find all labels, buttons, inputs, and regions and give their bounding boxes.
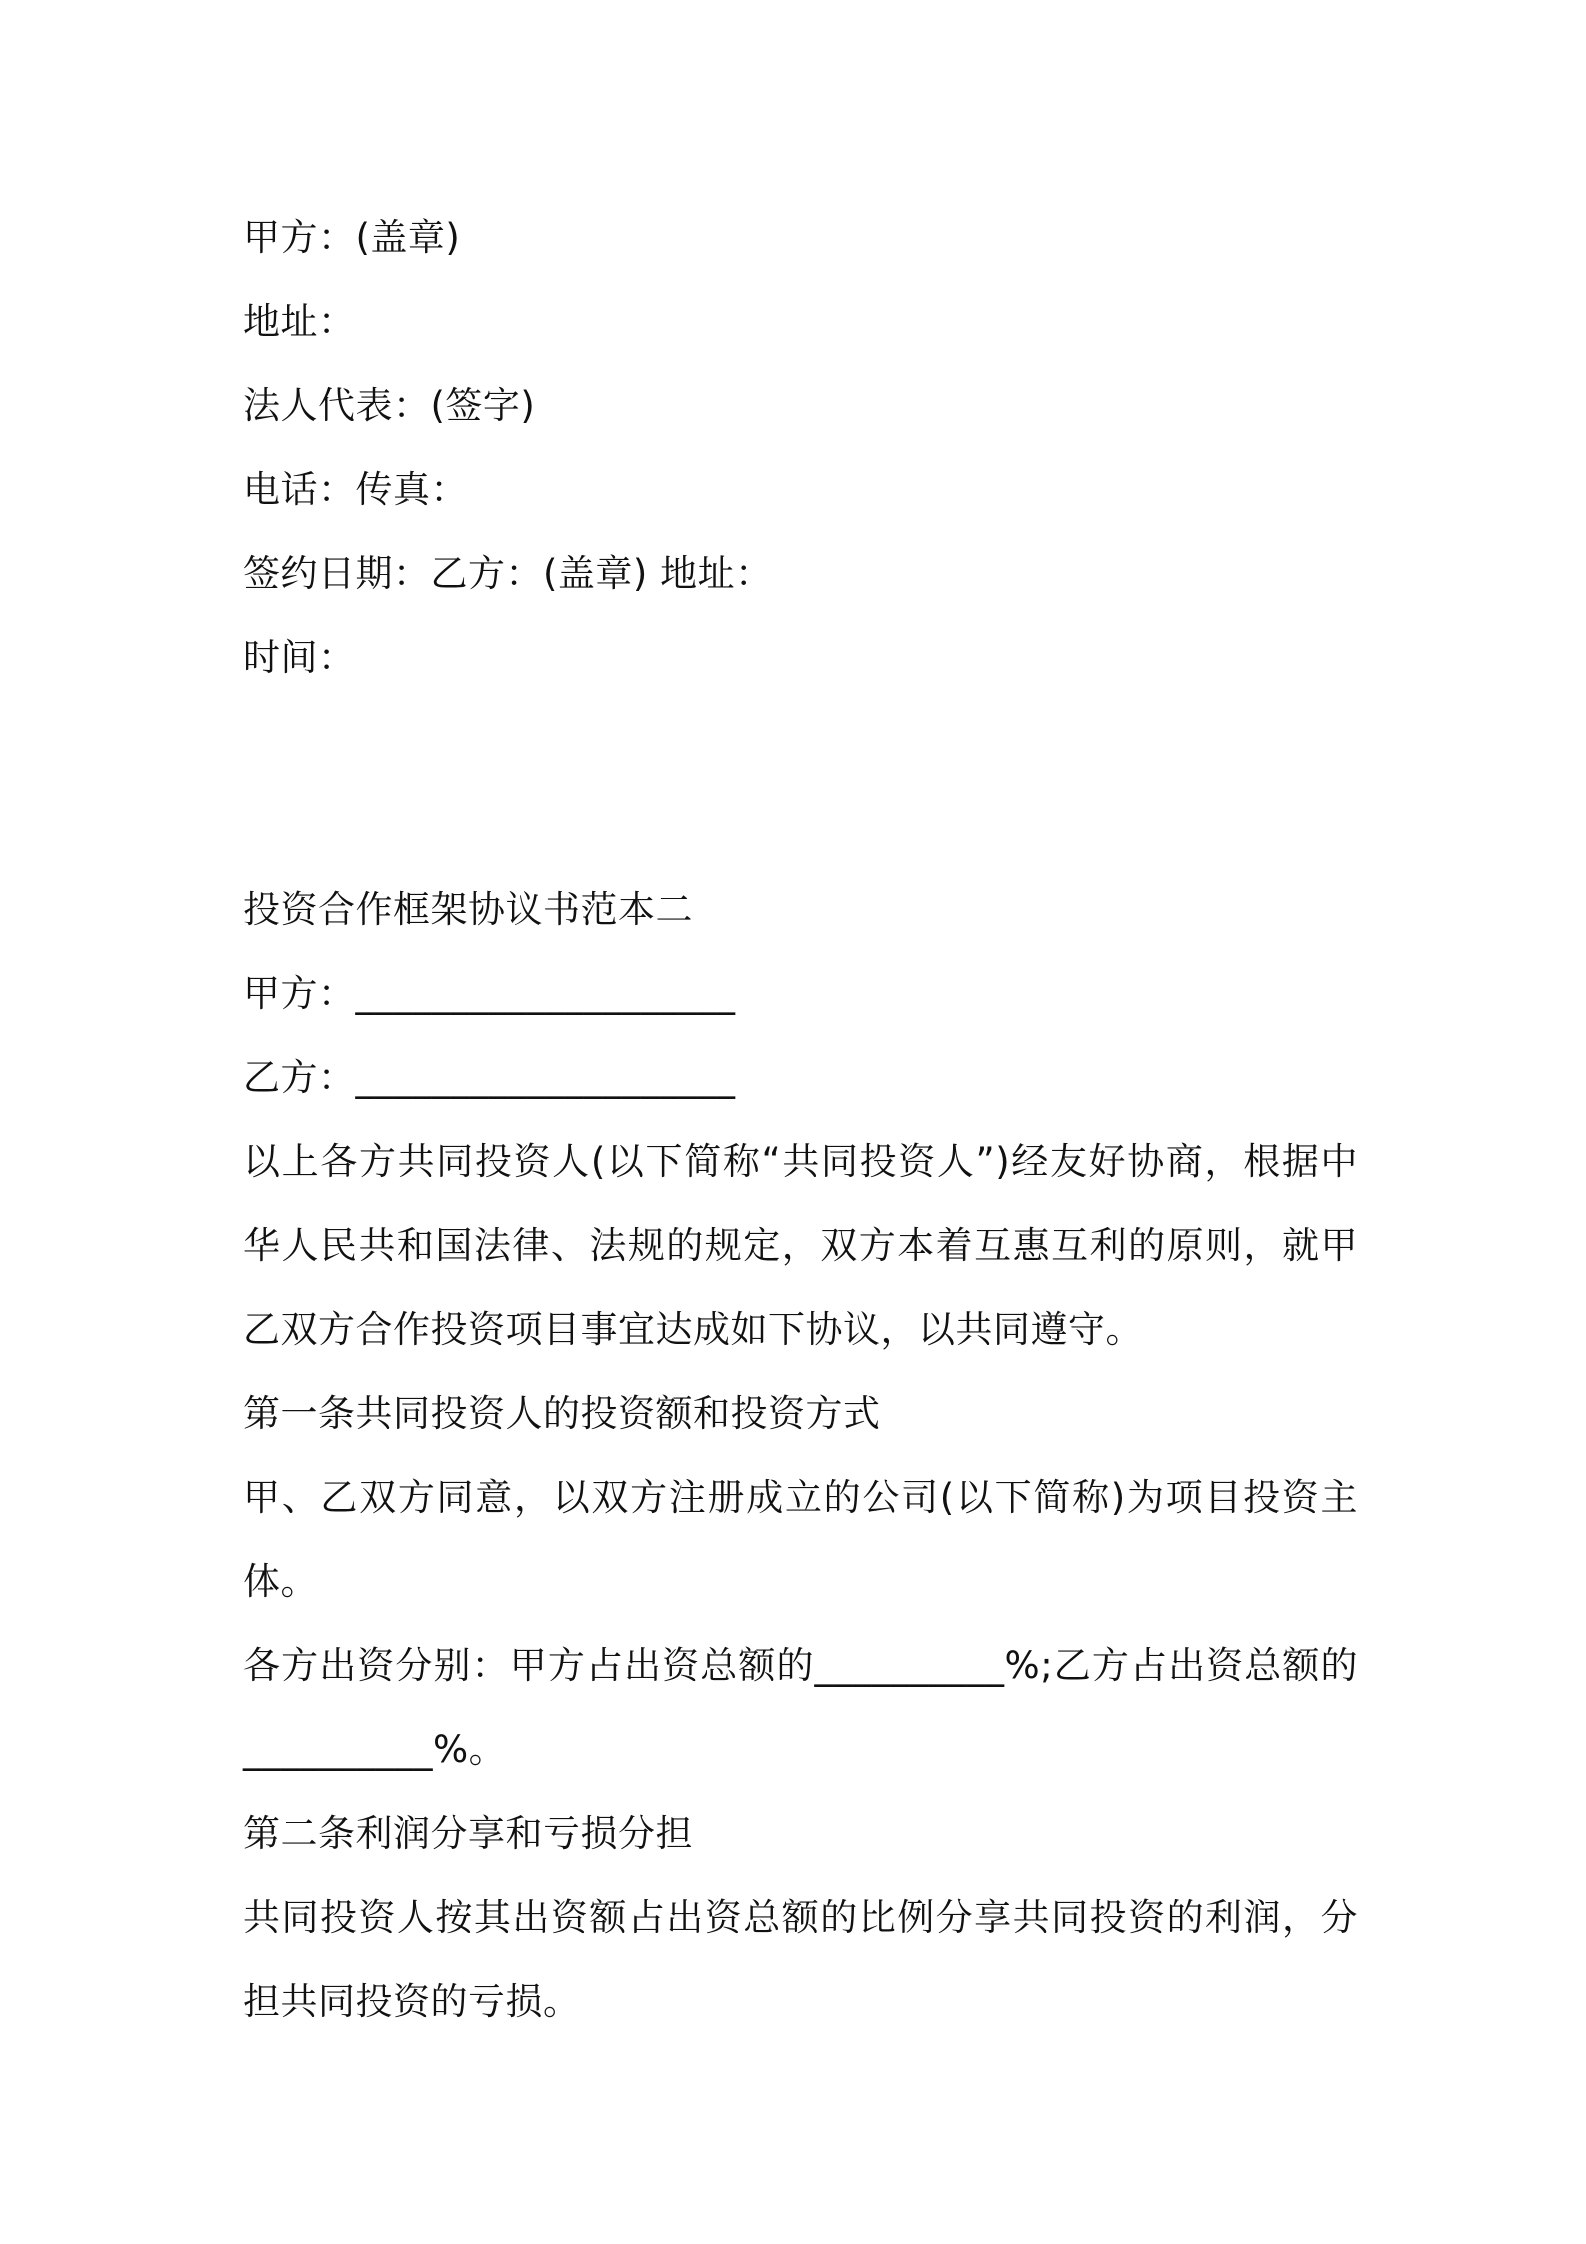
party-a-blank-line: 甲方：____________________: [243, 972, 736, 1015]
article-2-paragraph-1: 共同投资人按其出资额占出资总额的比例分享共同投资的利润，分担共同投资的亏损。: [243, 1896, 1358, 2023]
article-1-paragraph-2: 各方出资分别：甲方占出资总额的__________%;乙方占出资总额的__________%。: [243, 1644, 1358, 1771]
section-gap: [243, 700, 1358, 868]
party-a-seal-line: 甲方：(盖章): [243, 216, 461, 259]
document-page: [243, 196, 1358, 2044]
party-b-blank-line: 乙方：____________________: [243, 1056, 736, 1099]
intro-paragraph: 以上各方共同投资人(以下简称“共同投资人”)经友好协商，根据中华人民共和国法律、法规的规定，双方本着互惠互利的原则，就甲乙双方合作投资项目事宜达成如下协议，以共同遵守。: [243, 1140, 1358, 1351]
sign-date-party-b-line: 签约日期：乙方：(盖章) 地址：: [243, 552, 773, 595]
template-title: 投资合作框架协议书范本二: [243, 888, 693, 931]
article-1-paragraph-1: 甲、乙双方同意，以双方注册成立的公司(以下简称)为项目投资主体。: [243, 1476, 1358, 1603]
time-line: 时间：: [243, 636, 356, 679]
article-2-title: 第二条利润分享和亏损分担: [243, 1812, 693, 1855]
phone-fax-line: 电话：传真：: [243, 468, 468, 511]
article-1-title: 第一条共同投资人的投资额和投资方式: [243, 1392, 881, 1435]
legal-rep-line: 法人代表：(签字): [243, 384, 536, 427]
address-line: 地址：: [243, 300, 356, 343]
